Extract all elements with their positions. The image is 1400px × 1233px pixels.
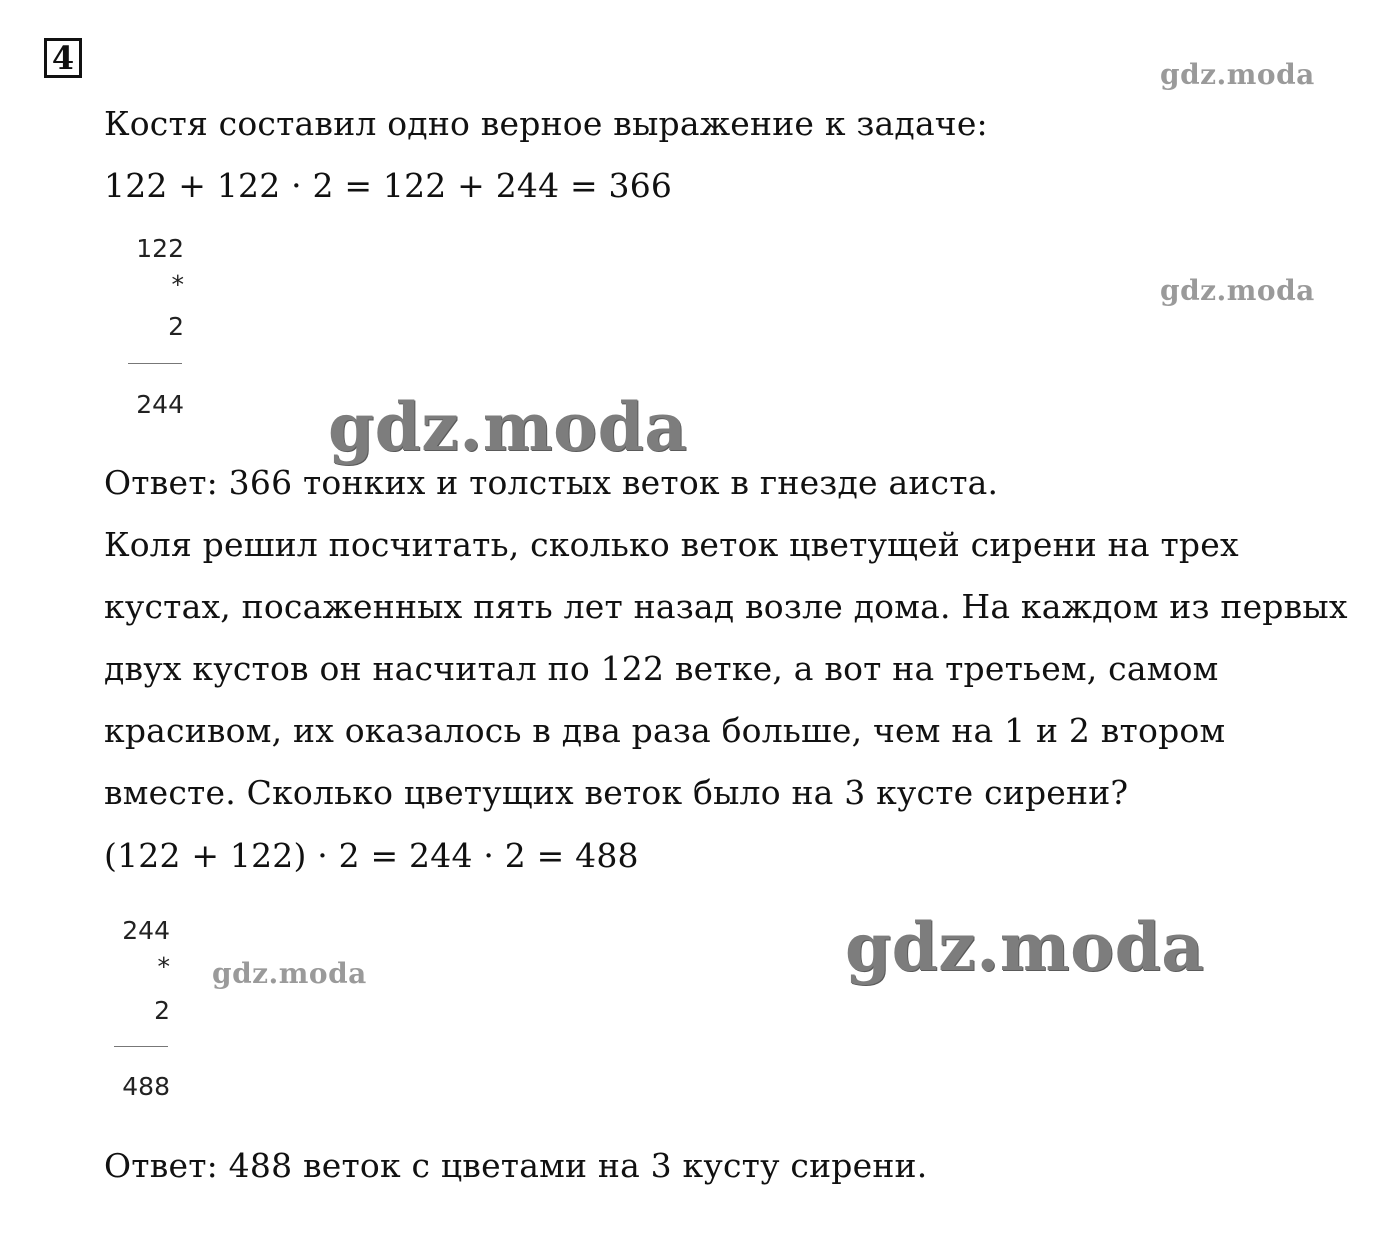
exercise-number: 4 (44, 38, 82, 78)
problem-line: красивом, их оказалось в два раза больше, чем на 1 и 2 втором (104, 711, 1226, 750)
column-2-top: 244 (122, 916, 170, 945)
watermark-large-right: gdz.moda (845, 908, 1205, 986)
paragraph-intro: Костя составил одно верное выражение к задаче: (104, 104, 988, 143)
column-2-multiplier: 2 (154, 996, 170, 1025)
column-1-divider (128, 363, 182, 364)
answer-2: Ответ: 488 веток с цветами на 3 кусту сирени. (104, 1146, 928, 1185)
problem-line: Коля решил посчитать, сколько веток цветущей сирени на трех (104, 525, 1239, 564)
column-1-result: 244 (136, 390, 184, 419)
answer-1: Ответ: 366 тонких и толстых веток в гнезде аиста. (104, 463, 999, 502)
watermark-small-left: gdz.moda (212, 957, 367, 990)
watermark-top-right: gdz.moda (1160, 58, 1315, 91)
column-2-divider (114, 1046, 168, 1047)
problem-line: вместе. Сколько цветущих веток было на 3 кусте сирени? (104, 773, 1129, 812)
column-1-top: 122 (136, 234, 184, 263)
problem-line: кустах, посаженных пять лет назад возле дома. На каждом из первых (104, 587, 1348, 626)
watermark-large-center: gdz.moda (328, 388, 688, 466)
expression-2: (122 + 122) · 2 = 244 · 2 = 488 (104, 836, 639, 875)
problem-line: двух кустов он насчитал по 122 ветке, а вот на третьем, самом (104, 649, 1219, 688)
watermark-mid-right: gdz.moda (1160, 274, 1315, 307)
column-1-operator: * (171, 270, 184, 299)
column-2-result: 488 (122, 1072, 170, 1101)
expression-1: 122 + 122 · 2 = 122 + 244 = 366 (104, 166, 673, 205)
column-1-multiplier: 2 (168, 312, 184, 341)
column-2-operator: * (157, 952, 170, 981)
